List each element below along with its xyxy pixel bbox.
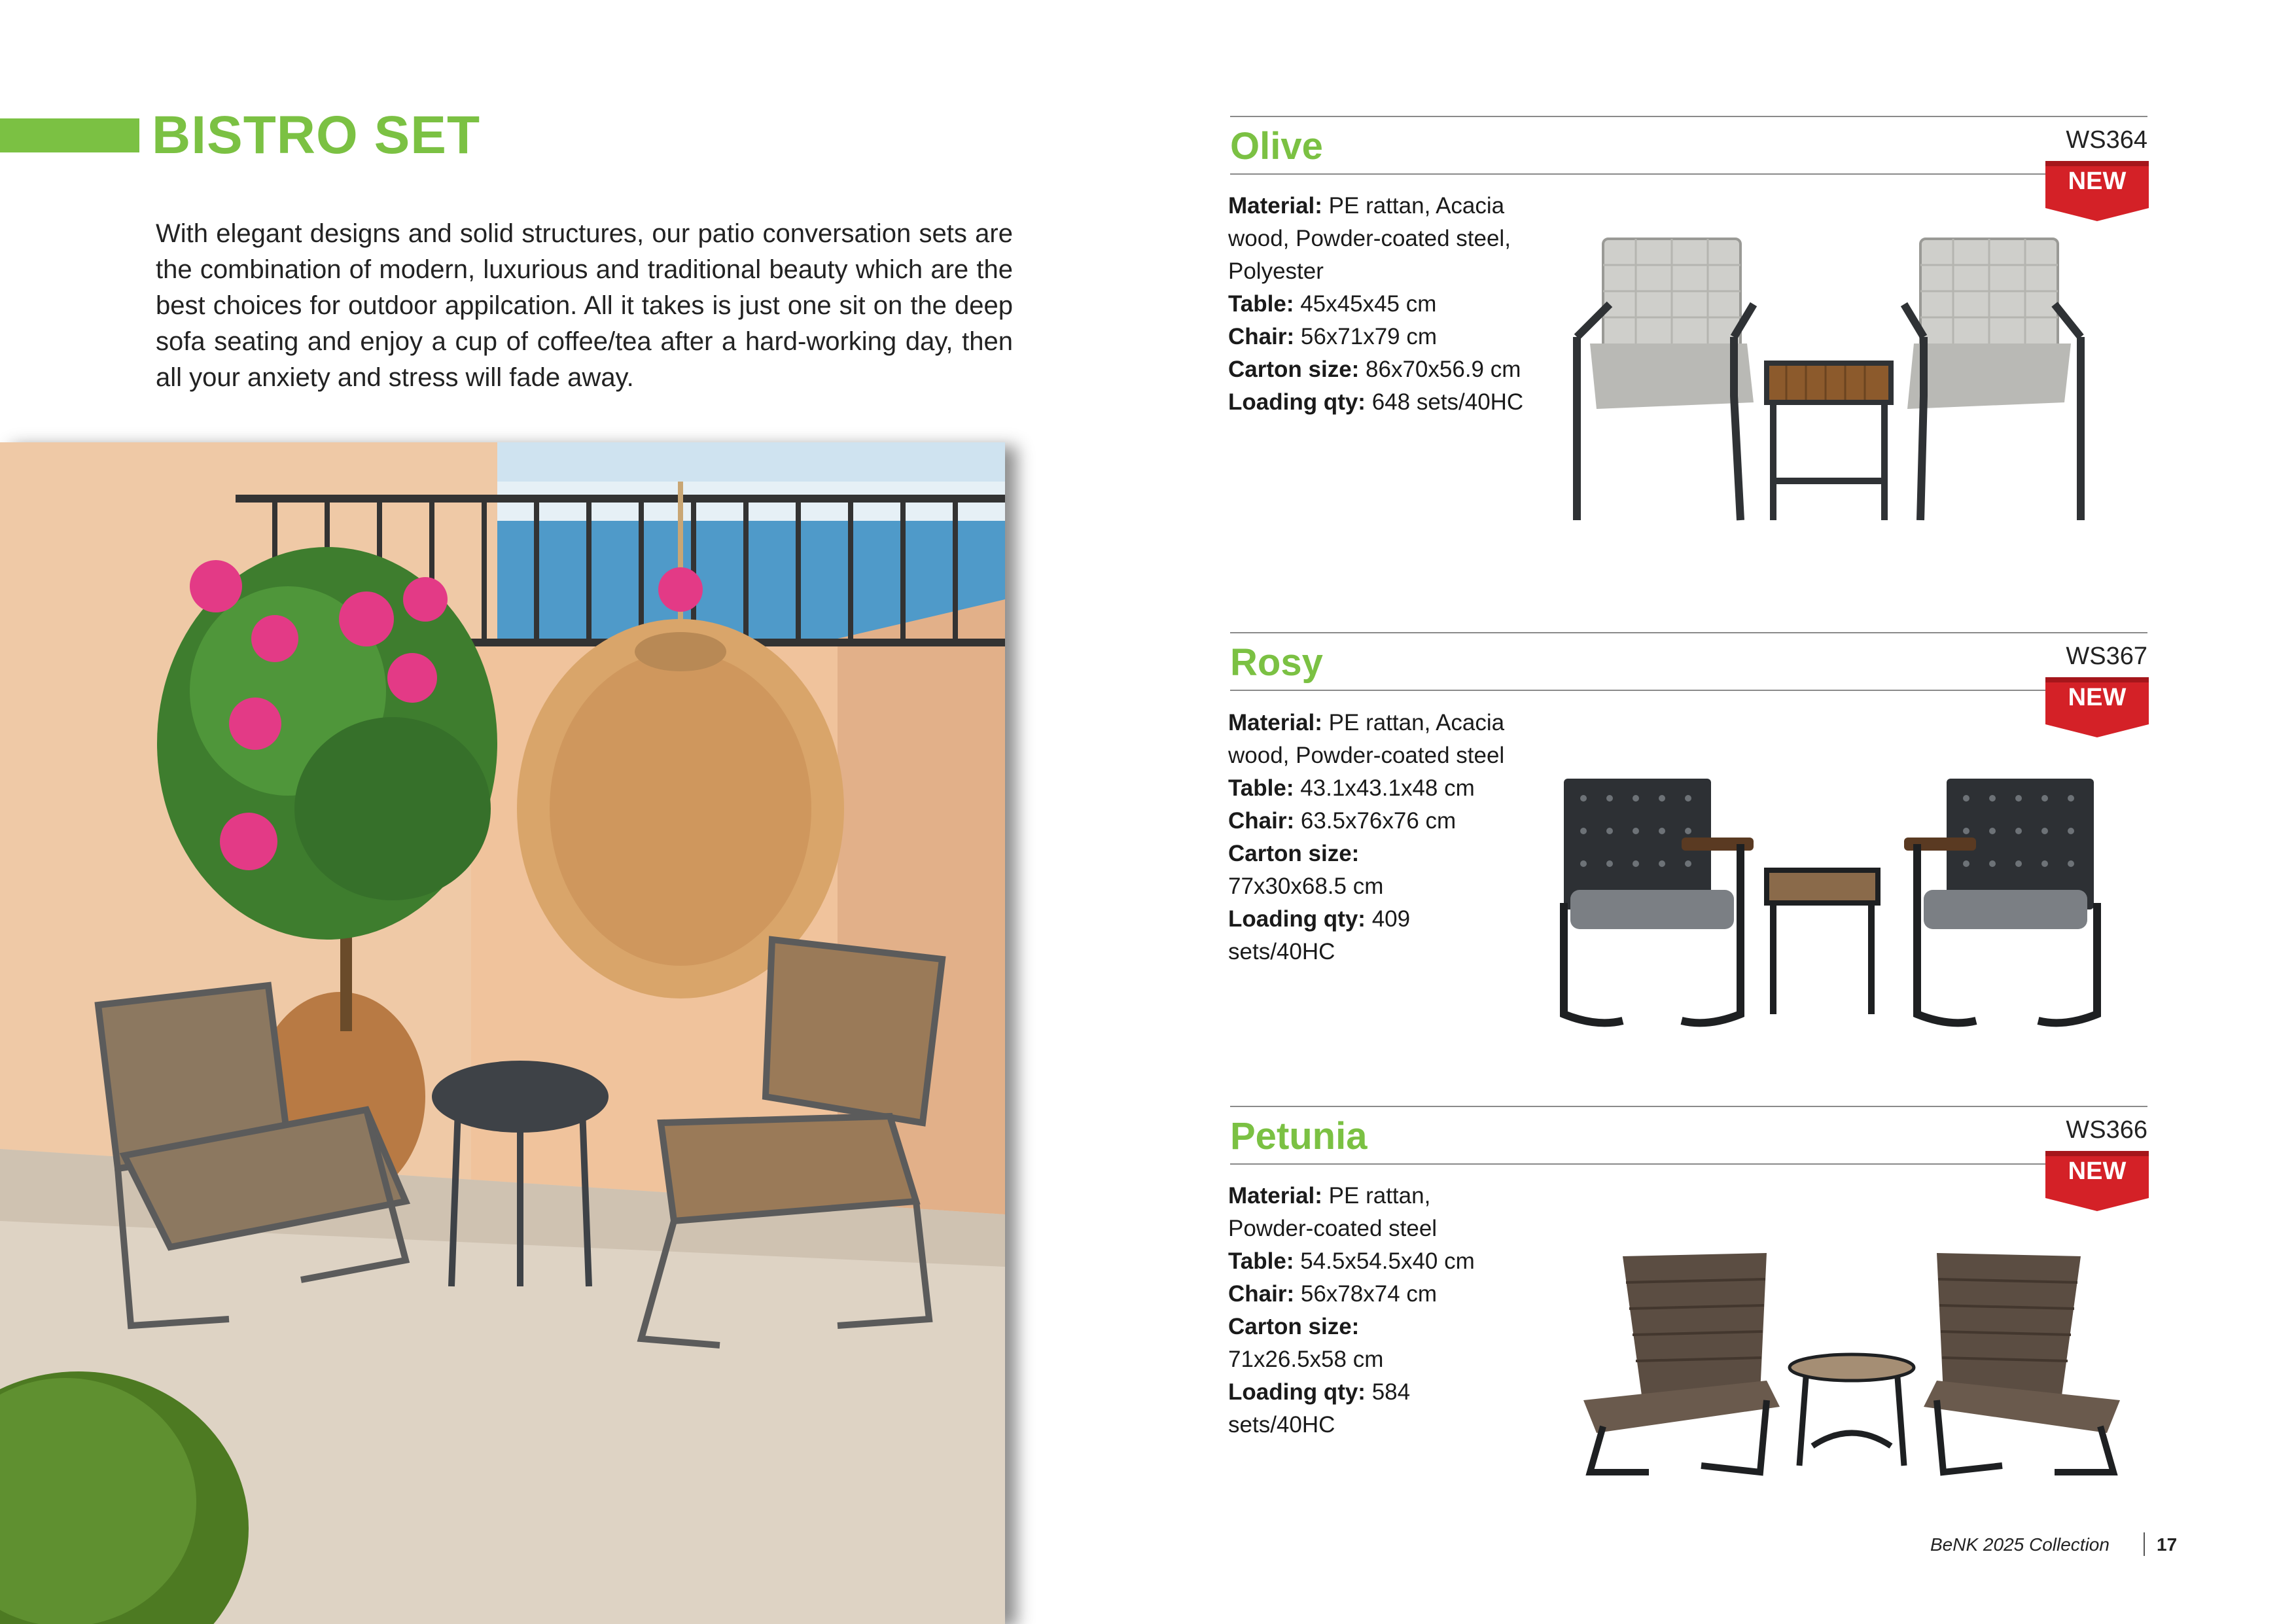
- product-image-olive: [1557, 232, 2100, 537]
- spec-row: [1228, 805, 1504, 838]
- footer-collection: BeNK 2025 Collection: [1930, 1534, 2110, 1555]
- spec-row: [1228, 903, 1504, 936]
- spec-value: sets/40HC: [1228, 1412, 1335, 1438]
- spec-row: [1228, 1376, 1475, 1409]
- footer-separator: [2144, 1532, 2145, 1556]
- product-image-petunia: [1570, 1250, 2133, 1482]
- spec-value: 86x70x56.9 cm: [1359, 357, 1521, 382]
- product-code: WS366: [2066, 1116, 2147, 1144]
- product-code: WS367: [2066, 643, 2147, 670]
- spec-label: Loading qty:: [1228, 1379, 1366, 1405]
- product-image-rosy: [1544, 772, 2113, 1044]
- spec-value: wood, Powder-coated steel: [1228, 743, 1505, 768]
- spec-value: 77x30x68.5 cm: [1228, 874, 1384, 899]
- new-badge-label: NEW: [2068, 1157, 2127, 1185]
- spec-value: Polyester: [1228, 258, 1324, 284]
- spec-label: Carton size:: [1228, 357, 1360, 382]
- spec-row: [1228, 353, 1523, 386]
- spec-row: [1228, 707, 1504, 739]
- new-badge-label: NEW: [2068, 684, 2127, 711]
- spec-value: 409: [1365, 906, 1411, 932]
- spec-value: wood, Powder-coated steel,: [1228, 226, 1511, 251]
- page-number: 17: [2157, 1534, 2178, 1555]
- product-code: WS364: [2066, 126, 2147, 154]
- spec-value: Powder-coated steel: [1228, 1216, 1438, 1241]
- spec-row: [1228, 321, 1523, 353]
- spec-value: PE rattan, Acacia: [1322, 710, 1505, 735]
- product-specs: [1228, 190, 1523, 419]
- new-badge: [2045, 677, 2149, 737]
- spec-value: 56x78x74 cm: [1294, 1281, 1438, 1307]
- spec-label: Table:: [1228, 1248, 1294, 1274]
- spec-label: Table:: [1228, 291, 1294, 317]
- spec-row: [1228, 1343, 1475, 1376]
- spec-label: Chair:: [1228, 1281, 1295, 1307]
- spec-label: Loading qty:: [1228, 906, 1366, 932]
- spec-label: Material:: [1228, 710, 1322, 735]
- spec-value: sets/40HC: [1228, 939, 1335, 964]
- spec-label: Loading qty:: [1228, 389, 1366, 415]
- product-name: Olive: [1230, 125, 1323, 168]
- spec-label: Carton size:: [1228, 1314, 1360, 1339]
- new-badge: [2045, 161, 2149, 221]
- spec-value: 43.1x43.1x48 cm: [1294, 775, 1475, 801]
- spec-row: [1228, 1278, 1475, 1311]
- spec-row: [1228, 1212, 1475, 1245]
- spec-label: Material:: [1228, 1183, 1322, 1209]
- spec-row: [1228, 870, 1504, 903]
- spec-value: 648 sets/40HC: [1365, 389, 1524, 415]
- product-name: Petunia: [1230, 1115, 1368, 1157]
- product-divider: [1230, 632, 2147, 633]
- section-accent-bar: [0, 118, 139, 152]
- spec-row: [1228, 1180, 1475, 1212]
- spec-row: [1228, 772, 1504, 805]
- spec-label: Carton size:: [1228, 841, 1360, 866]
- product-divider: [1230, 173, 2147, 175]
- spec-value: 45x45x45 cm: [1294, 291, 1437, 317]
- spec-value: 63.5x76x76 cm: [1294, 808, 1457, 834]
- spec-label: Chair:: [1228, 808, 1295, 834]
- spec-label: Chair:: [1228, 324, 1295, 349]
- spec-row: [1228, 739, 1504, 772]
- spec-row: [1228, 190, 1523, 222]
- product-specs: [1228, 1180, 1475, 1441]
- spec-label: Material:: [1228, 193, 1322, 219]
- spec-value: PE rattan,: [1322, 1183, 1431, 1209]
- spec-row: [1228, 1245, 1475, 1278]
- spec-row: [1228, 288, 1523, 321]
- spec-row: [1228, 838, 1504, 870]
- product-divider: [1230, 1106, 2147, 1107]
- spec-value: 54.5x54.5x40 cm: [1294, 1248, 1475, 1274]
- spec-row: [1228, 1311, 1475, 1343]
- product-divider: [1230, 1163, 2147, 1165]
- new-badge: [2045, 1151, 2149, 1211]
- spec-row: [1228, 936, 1504, 968]
- spec-label: Table:: [1228, 775, 1294, 801]
- spec-value: 56x71x79 cm: [1294, 324, 1438, 349]
- section-title: BISTRO SET: [152, 105, 481, 165]
- new-badge-label: NEW: [2068, 168, 2127, 195]
- product-specs: [1228, 707, 1504, 968]
- spec-value: PE rattan, Acacia: [1322, 193, 1505, 219]
- product-name: Rosy: [1230, 641, 1323, 684]
- product-divider: [1230, 116, 2147, 117]
- spec-value: 71x26.5x58 cm: [1228, 1347, 1384, 1372]
- spec-value: 584: [1365, 1379, 1411, 1405]
- spec-row: [1228, 1409, 1475, 1441]
- spec-row: [1228, 255, 1523, 288]
- section-intro: With elegant designs and solid structures, our patio conversation sets are the combination of modern, luxurious and traditional beauty which are the best choices for outdoor appilcation. All it takes is just one sit on the deep sofa seating and enjoy a cup of coffee/tea after a hard-working day, then all your anxiety and stress will fade away.: [156, 219, 1013, 392]
- spec-row: [1228, 386, 1523, 419]
- spec-row: [1228, 222, 1523, 255]
- lifestyle-photo: [0, 442, 1005, 1624]
- product-divider: [1230, 690, 2147, 691]
